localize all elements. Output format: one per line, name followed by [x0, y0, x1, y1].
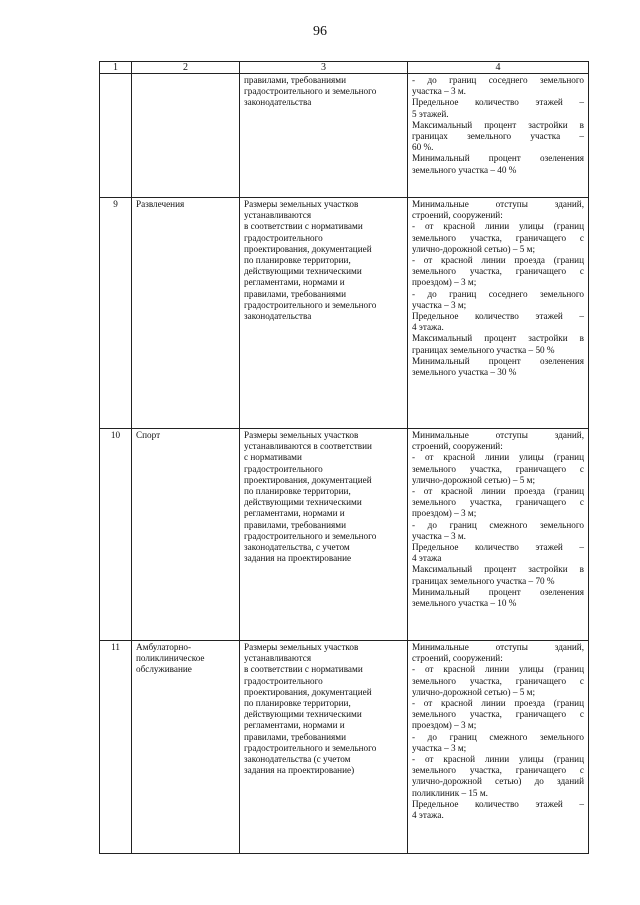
cell-line: правилами, требованиями	[244, 288, 346, 299]
cell-line: действующими техническими	[244, 709, 362, 720]
cell-line: участка – 3 м;	[412, 299, 467, 310]
table-row	[100, 429, 589, 641]
cell-line: правилами, требованиями	[244, 731, 346, 742]
cell-line: Размеры земельных участков	[244, 642, 359, 652]
cell-line: регламентами, нормами и	[244, 720, 345, 731]
cell-line: в соответствии с нормативами	[244, 664, 363, 675]
header-cell: 2	[132, 62, 240, 74]
cell-line: устанавливаются	[244, 210, 312, 221]
table-header-row	[100, 62, 589, 74]
cell-line: улично-дорожной сетью) – 5 м;	[412, 243, 536, 254]
use-name	[132, 641, 240, 854]
cell-line: 4 этажа.	[412, 322, 444, 333]
cell-line: - от красной линии улицы (границ	[412, 221, 584, 232]
cell-line: Максимальный процент застройки в	[412, 333, 584, 344]
cell-line: Размеры земельных участков	[244, 199, 359, 209]
use-name	[132, 74, 240, 198]
cell-line: - до границ смежного земельного	[412, 519, 584, 530]
cell-line: поликлиническое	[136, 653, 205, 664]
page-number: 96	[313, 24, 327, 39]
cell-line: земельного участка, граничащего с	[412, 463, 584, 474]
cell-line: задания на проектирование	[244, 553, 352, 564]
lot-size-cell	[240, 74, 408, 198]
cell-line: земельного участка – 10 %	[412, 598, 517, 609]
cell-line: обслуживание	[136, 664, 192, 675]
cell-line: действующими техническими	[244, 266, 362, 277]
cell-line: - до границ соседнего земельного	[412, 75, 584, 85]
use-name: Спорт	[132, 429, 240, 641]
cell-line: границах земельного участка – 70 %	[412, 575, 555, 586]
row-number: 11	[100, 641, 132, 854]
cell-line: улично-дорожной сетью) до зданий	[412, 776, 584, 787]
parameters-cell	[408, 198, 589, 429]
row-number	[100, 74, 132, 198]
cell-line: проектирования, документацией	[244, 243, 372, 254]
cell-line: задания на проектирование)	[244, 765, 355, 776]
cell-line: Минимальный процент озеленения	[412, 355, 584, 366]
parameters-cell	[408, 429, 589, 641]
cell-line: с нормативами	[244, 452, 302, 463]
cell-line: границах земельного участка – 50 %	[412, 344, 555, 355]
cell-line: проектирования, документацией	[244, 474, 372, 485]
use-name: Развлечения	[132, 198, 240, 429]
cell-line: градостроительного и земельного	[244, 86, 377, 97]
header-cell: 4	[408, 62, 589, 74]
regulations-table	[99, 61, 589, 854]
parameters-cell	[408, 74, 589, 198]
cell-line: устанавливаются в соответствии	[244, 441, 372, 452]
header-cell: 3	[240, 62, 408, 74]
cell-line: градостроительного	[244, 675, 323, 686]
cell-line: поликлиник – 15 м.	[412, 787, 488, 798]
cell-line: градостроительного	[244, 463, 323, 474]
table-row	[100, 641, 589, 854]
cell-line: - от красной линии улицы (границ	[412, 452, 584, 463]
cell-line: строений, сооружений:	[412, 441, 503, 452]
cell-line: земельного участка, граничащего с	[412, 675, 584, 686]
cell-line: законодательства	[244, 97, 312, 108]
cell-line: проездом) – 3 м;	[412, 720, 477, 731]
parameters-cell	[408, 641, 589, 854]
cell-line: Предельное количество этажей –	[412, 97, 584, 108]
cell-line: - от красной линии проезда (границ	[412, 486, 584, 497]
cell-line: 4 этажа.	[412, 810, 444, 821]
cell-line: проездом) – 3 м;	[412, 277, 477, 288]
cell-line: - до границ смежного земельного	[412, 731, 584, 742]
cell-line: строений, сооружений:	[412, 653, 503, 664]
cell-line: по планировке территории,	[244, 255, 351, 266]
cell-line: улично-дорожной сетью) – 5 м;	[412, 474, 536, 485]
cell-line: участка – 3 м.	[412, 530, 466, 541]
cell-line: по планировке территории,	[244, 698, 351, 709]
cell-line: земельного участка – 40 %	[412, 164, 517, 175]
cell-line: - до границ соседнего земельного	[412, 288, 584, 299]
cell-line: Минимальный процент озеленения	[412, 153, 584, 164]
cell-line: в соответствии с нормативами	[244, 221, 363, 232]
cell-line: улично-дорожной сетью) – 5 м;	[412, 686, 536, 697]
cell-line: Амбулаторно-	[136, 642, 192, 652]
row-number: 10	[100, 429, 132, 641]
cell-line: Предельное количество этажей –	[412, 542, 584, 553]
header-cell: 1	[100, 62, 132, 74]
cell-line: Минимальные отступы зданий,	[412, 642, 584, 652]
lot-size-cell	[240, 641, 408, 854]
cell-line: градостроительного	[244, 232, 323, 243]
cell-line: правилами, требованиями	[244, 519, 346, 530]
lot-size-cell	[240, 429, 408, 641]
cell-line: проездом) – 3 м;	[412, 508, 477, 519]
cell-line: границах земельного участка –	[412, 131, 584, 142]
table-row	[100, 74, 589, 198]
cell-line: строений, сооружений:	[412, 210, 503, 221]
cell-line: Предельное количество этажей –	[412, 798, 584, 809]
cell-line: земельного участка, граничащего с	[412, 497, 584, 508]
cell-line: законодательства (с учетом	[244, 754, 351, 765]
cell-line: законодательства, с учетом	[244, 542, 350, 553]
row-number: 9	[100, 198, 132, 429]
cell-line: земельного участка – 30 %	[412, 367, 517, 378]
cell-line: по планировке территории,	[244, 486, 351, 497]
cell-line: земельного участка, граничащего с	[412, 765, 584, 776]
cell-line: земельного участка, граничащего с	[412, 266, 584, 277]
cell-line: правилами, требованиями	[244, 75, 346, 85]
cell-line: Минимальный процент озеленения	[412, 586, 584, 597]
cell-line: регламентами, нормами и	[244, 277, 345, 288]
cell-line: участка – 3 м;	[412, 742, 467, 753]
cell-line: действующими техническими	[244, 497, 362, 508]
cell-line: - от красной линии улицы (границ	[412, 664, 584, 675]
cell-line: земельного участка, граничащего с	[412, 709, 584, 720]
cell-line: 60 %.	[412, 142, 434, 153]
cell-line: Минимальные отступы зданий,	[412, 430, 584, 440]
cell-line: земельного участка, граничащего с	[412, 232, 584, 243]
cell-line: Максимальный процент застройки в	[412, 564, 584, 575]
cell-line: градостроительного и земельного	[244, 299, 377, 310]
cell-line: Минимальные отступы зданий,	[412, 199, 584, 209]
cell-line: устанавливаются	[244, 653, 312, 664]
cell-line: градостроительного и земельного	[244, 530, 377, 541]
cell-line: - от красной линии проезда (границ	[412, 255, 584, 266]
cell-line: - от красной линии улицы (границ	[412, 754, 584, 765]
cell-line: Максимальный процент застройки в	[412, 119, 584, 130]
cell-line: градостроительного и земельного	[244, 742, 377, 753]
cell-line: - от красной линии проезда (границ	[412, 698, 584, 709]
table-row	[100, 198, 589, 429]
cell-line: 4 этажа	[412, 553, 442, 564]
cell-line: законодательства	[244, 311, 312, 322]
cell-line: регламентами, нормами и	[244, 508, 345, 519]
lot-size-cell	[240, 198, 408, 429]
cell-line: Предельное количество этажей –	[412, 311, 584, 322]
cell-line: Размеры земельных участков	[244, 430, 359, 440]
cell-line: проектирования, документацией	[244, 686, 372, 697]
cell-line: 5 этажей.	[412, 108, 449, 119]
cell-line: участка – 3 м.	[412, 86, 466, 97]
